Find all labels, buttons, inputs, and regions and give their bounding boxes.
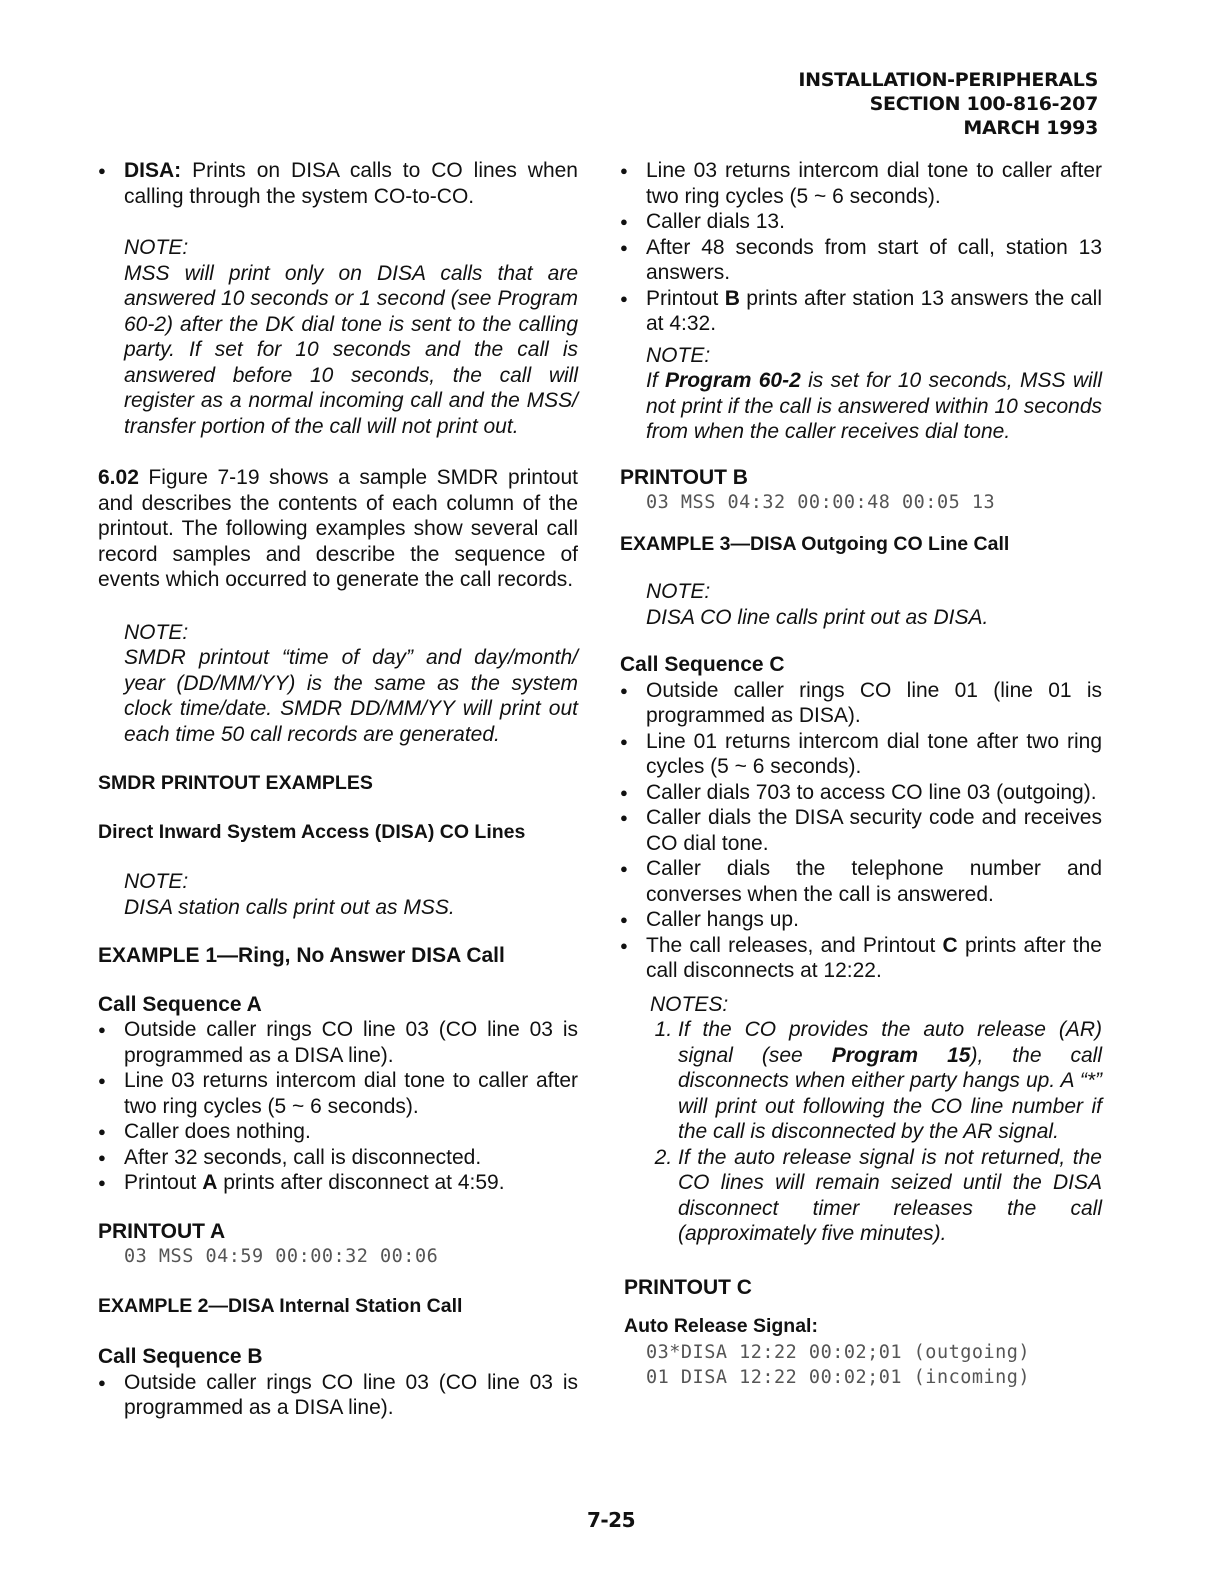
program-ref: Program 15	[831, 1043, 971, 1067]
note-block	[98, 869, 578, 920]
sequence-b-list	[620, 158, 1102, 337]
sequence-heading: Call Sequence C	[620, 653, 785, 676]
sequence-heading: Call Sequence A	[98, 992, 262, 1016]
list-item	[98, 1170, 578, 1196]
header-title: INSTALLATION-PERIPHERALS	[798, 69, 1098, 91]
list-item: ● Caller dials the DISA security code and receives CO dial tone.	[620, 805, 1102, 856]
list-item: ● Caller hangs up.	[620, 907, 1102, 933]
header-date: MARCH 1993	[963, 117, 1098, 139]
list-item: ● Line 01 returns intercom dial tone after two ring cycles (5 ~ 6 seconds).	[620, 729, 1102, 780]
paragraph-text: Figure 7-19 shows a sample SMDR printout and describes the contents of each column of the printout. The following examples show several call record samples and describe the sequence of events which occurred to generate the call records.	[98, 466, 578, 591]
note-body: DISA station calls print out as MSS.	[124, 895, 455, 919]
printout-c-record-outgoing: 03*DISA 12:22 00:02;01 (outgoing)	[646, 1341, 1031, 1363]
list-item: ● Caller does nothing.	[98, 1119, 578, 1145]
list-item: ● Caller dials the telephone number and converses when the call is answered.	[620, 856, 1102, 907]
note-label: NOTES:	[650, 992, 729, 1016]
printout-a-record: 03 MSS 04:59 00:00:32 00:06	[124, 1246, 439, 1267]
note-body: MSS will print only on DISA calls that are answered 10 seconds or 1 second (see Program 60-2) after the DK dial tone is sent to the calling party. If set for 10 seconds and the call is answered before 10 seconds, the call will register as a normal incoming call and the MSS/ transfer portion of the call will not print out.	[124, 261, 578, 438]
list-item	[620, 933, 1102, 984]
list-item: ● Caller dials 13.	[620, 209, 1102, 235]
sequence-heading: Call Sequence B	[98, 1345, 263, 1368]
sequence-c-list	[620, 678, 1102, 984]
notes-label	[620, 992, 1102, 1018]
note-block	[98, 620, 578, 748]
note-label: NOTE:	[124, 870, 189, 893]
text: If	[646, 369, 666, 392]
list-item	[98, 158, 578, 209]
text: ), the call disconnects when either party hangs up. A “*” will print out following the CO line number if the call is disconnected by the AR signal.	[678, 1043, 1103, 1143]
text: If the CO provides the auto release (AR) signal (see	[678, 1018, 1102, 1067]
left-column	[98, 158, 578, 1421]
subsection-heading: Auto Release Signal:	[624, 1315, 818, 1337]
disa-text: Prints on DISA calls to CO lines when calling through the system CO-to-CO.	[124, 159, 578, 208]
text: is set for 10 seconds, MSS will not print if the call is answered within 10 seconds from when the caller receives dial tone.	[646, 369, 1102, 443]
paragraph-number: 6.02	[98, 466, 139, 489]
running-header	[798, 68, 1098, 140]
list-item: ● Line 03 returns intercom dial tone to caller after two ring cycles (5 ~ 6 seconds).	[620, 158, 1102, 209]
disa-bullet-list	[98, 158, 578, 209]
page-number: 7-25	[586, 1508, 636, 1532]
list-item: ● Line 03 returns intercom dial tone to caller after two ring cycles (5 ~ 6 seconds).	[98, 1068, 578, 1119]
list-item: ● Caller dials 703 to access CO line 03 (outgoing).	[620, 780, 1102, 806]
note-block	[620, 343, 1102, 445]
note-label: NOTE:	[646, 343, 711, 367]
program-ref: Program 60-2	[665, 369, 801, 392]
printout-letter: C	[942, 933, 958, 957]
note-block	[620, 579, 1102, 630]
text: Printout	[646, 286, 725, 310]
header-section: SECTION 100-816-207	[869, 93, 1098, 115]
note-block	[98, 235, 578, 439]
printout-heading: PRINTOUT A	[98, 1219, 226, 1243]
notes-list	[620, 1017, 1102, 1247]
list-item: ● After 48 seconds from start of call, station 13 answers.	[620, 235, 1102, 286]
note-body: DISA CO line calls print out as DISA.	[646, 605, 989, 629]
note-label: NOTE:	[124, 620, 189, 644]
example-heading: EXAMPLE 2—DISA Internal Station Call	[98, 1294, 463, 1317]
list-item: ● Outside caller rings CO line 01 (line 01 is programmed as DISA).	[620, 678, 1102, 729]
example-heading: EXAMPLE 1—Ring, No Answer DISA Call	[98, 944, 505, 967]
disa-label: DISA:	[124, 159, 182, 182]
printout-c-record-incoming: 01 DISA 12:22 00:02;01 (incoming)	[646, 1367, 1031, 1388]
text: prints after station 13 answers the call at 4:32.	[646, 286, 1102, 335]
example-heading: EXAMPLE 3—DISA Outgoing CO Line Call	[620, 532, 1010, 555]
note-body: SMDR printout “time of day” and day/month/ year (DD/MM/YY) is the same as the system clock time/date. SMDR DD/MM/YY will print out each time 50 call records are generated.	[124, 646, 578, 746]
printout-heading: PRINTOUT B	[620, 465, 748, 489]
list-item: ● Outside caller rings CO line 03 (CO line 03 is programmed as a DISA line).	[98, 1017, 578, 1068]
list-item: ● After 32 seconds, call is disconnected.	[98, 1145, 578, 1171]
printout-letter: A	[202, 1171, 218, 1194]
text: Printout	[124, 1171, 203, 1194]
list-item	[678, 1017, 1102, 1145]
section-heading: SMDR PRINTOUT EXAMPLES	[98, 772, 373, 794]
right-column	[620, 158, 1102, 1391]
note-label: NOTE:	[124, 236, 189, 259]
list-item	[620, 286, 1102, 337]
printout-b-record: 03 MSS 04:32 00:00:48 00:05 13	[646, 492, 996, 513]
sequence-b-list-start	[98, 1370, 578, 1421]
text: prints after disconnect at 4:59.	[217, 1171, 505, 1194]
printout-heading: PRINTOUT C	[624, 1275, 752, 1299]
text: The call releases, and Printout	[646, 933, 943, 957]
sequence-a-list	[98, 1017, 578, 1196]
printout-letter: B	[724, 286, 740, 310]
subsection-heading: Direct Inward System Access (DISA) CO Lines	[98, 820, 526, 843]
list-item: 2. If the auto release signal is not returned, the CO lines will remain seized until the DISA disconnect timer releases the call (approximately five minutes).	[678, 1145, 1102, 1247]
note-body	[646, 368, 1102, 445]
paragraph-6-02	[98, 465, 578, 593]
text: prints after the call disconnects at 12:22.	[646, 933, 1102, 982]
list-item: ● Outside caller rings CO line 03 (CO line 03 is programmed as a DISA line).	[98, 1370, 578, 1421]
note-label: NOTE:	[646, 580, 711, 603]
